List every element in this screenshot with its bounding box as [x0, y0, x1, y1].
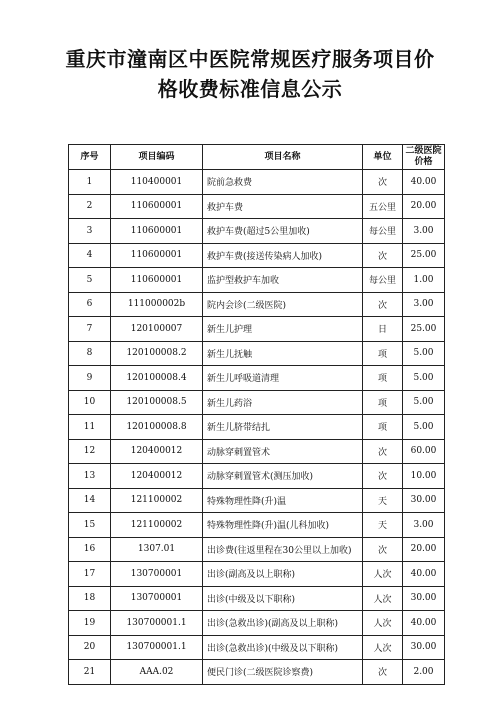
cell-code: 110600001	[111, 243, 203, 268]
cell-unit: 次	[363, 292, 403, 317]
cell-price: 30.00	[403, 635, 445, 660]
cell-name: 出诊(急救出诊)(副高及以上职称)	[203, 611, 363, 636]
cell-code: AAA.02	[111, 660, 203, 685]
cell-unit: 次	[363, 537, 403, 562]
cell-index: 16	[69, 537, 111, 562]
cell-name: 便民门诊(二级医院诊察费)	[203, 660, 363, 685]
cell-name: 出诊(副高及以上职称)	[203, 562, 363, 587]
cell-code: 110600001	[111, 268, 203, 293]
cell-unit: 次	[363, 170, 403, 195]
cell-unit: 次	[363, 464, 403, 489]
cell-price: 1.00	[403, 268, 445, 293]
cell-index: 14	[69, 488, 111, 513]
cell-price: 5.00	[403, 390, 445, 415]
cell-code: 110400001	[111, 170, 203, 195]
cell-unit: 次	[363, 439, 403, 464]
cell-price: 2.00	[403, 660, 445, 685]
cell-unit: 每公里	[363, 268, 403, 293]
cell-index: 18	[69, 586, 111, 611]
cell-price: 60.00	[403, 439, 445, 464]
cell-price: 20.00	[403, 537, 445, 562]
cell-code: 121100002	[111, 513, 203, 538]
cell-price: 30.00	[403, 586, 445, 611]
cell-index: 17	[69, 562, 111, 587]
cell-name: 救护车费(超过5公里加收)	[203, 219, 363, 244]
cell-index: 7	[69, 317, 111, 342]
cell-index: 1	[69, 170, 111, 195]
cell-price: 10.00	[403, 464, 445, 489]
header-price: 二级医院价格	[403, 145, 445, 170]
cell-index: 3	[69, 219, 111, 244]
table-row	[69, 292, 445, 317]
cell-price: 25.00	[403, 243, 445, 268]
cell-unit: 天	[363, 488, 403, 513]
cell-name: 动脉穿刺置管术(测压加收)	[203, 464, 363, 489]
table-row	[69, 366, 445, 391]
table-row	[69, 170, 445, 195]
cell-index: 4	[69, 243, 111, 268]
table-row	[69, 268, 445, 293]
header-name: 项目名称	[203, 145, 363, 170]
cell-code: 1307.01	[111, 537, 203, 562]
cell-code: 130700001	[111, 586, 203, 611]
table-row	[69, 660, 445, 685]
cell-code: 121100002	[111, 488, 203, 513]
cell-unit: 次	[363, 660, 403, 685]
cell-unit: 每公里	[363, 219, 403, 244]
cell-name: 动脉穿刺置管术	[203, 439, 363, 464]
cell-index: 9	[69, 366, 111, 391]
cell-index: 21	[69, 660, 111, 685]
table-row	[69, 562, 445, 587]
cell-name: 监护型救护车加收	[203, 268, 363, 293]
cell-unit: 人次	[363, 562, 403, 587]
cell-code: 120100008.2	[111, 341, 203, 366]
cell-unit: 项	[363, 415, 403, 440]
cell-price: 3.00	[403, 292, 445, 317]
cell-name: 新生儿药浴	[203, 390, 363, 415]
cell-price: 20.00	[403, 194, 445, 219]
cell-code: 120100008.5	[111, 390, 203, 415]
cell-name: 院内会诊(二级医院)	[203, 292, 363, 317]
cell-code: 120100008.4	[111, 366, 203, 391]
table-row	[69, 513, 445, 538]
table-row	[69, 415, 445, 440]
cell-index: 10	[69, 390, 111, 415]
cell-price: 25.00	[403, 317, 445, 342]
table-row	[69, 390, 445, 415]
cell-code: 120100007	[111, 317, 203, 342]
cell-price: 40.00	[403, 170, 445, 195]
cell-code: 120100008.8	[111, 415, 203, 440]
document-title	[0, 44, 500, 104]
cell-name: 院前急救费	[203, 170, 363, 195]
cell-unit: 人次	[363, 586, 403, 611]
cell-index: 2	[69, 194, 111, 219]
cell-unit: 五公里	[363, 194, 403, 219]
title-line-1: 重庆市潼南区中医院常规医疗服务项目价	[65, 47, 435, 71]
table-row	[69, 488, 445, 513]
header-unit: 单位	[363, 145, 403, 170]
cell-price: 3.00	[403, 219, 445, 244]
cell-index: 8	[69, 341, 111, 366]
cell-name: 新生儿护理	[203, 317, 363, 342]
cell-index: 15	[69, 513, 111, 538]
cell-name: 出诊(急救出诊)(中级及以下职称)	[203, 635, 363, 660]
cell-name: 新生儿呼吸道清理	[203, 366, 363, 391]
cell-code: 130700001.1	[111, 635, 203, 660]
cell-price: 40.00	[403, 611, 445, 636]
cell-index: 19	[69, 611, 111, 636]
price-table	[68, 144, 445, 685]
cell-name: 特殊物理性降(升)温(儿科加收)	[203, 513, 363, 538]
cell-unit: 项	[363, 390, 403, 415]
cell-index: 12	[69, 439, 111, 464]
table-row	[69, 537, 445, 562]
cell-price: 40.00	[403, 562, 445, 587]
cell-name: 救护车费(接送传染病人加收)	[203, 243, 363, 268]
header-code: 项目编码	[111, 145, 203, 170]
cell-unit: 日	[363, 317, 403, 342]
cell-code: 120400012	[111, 439, 203, 464]
cell-code: 110600001	[111, 194, 203, 219]
table-row	[69, 243, 445, 268]
table-row	[69, 586, 445, 611]
title-line-2: 格收费标准信息公示	[157, 77, 343, 101]
cell-name: 特殊物理性降(升)温	[203, 488, 363, 513]
cell-index: 20	[69, 635, 111, 660]
cell-code: 130700001	[111, 562, 203, 587]
cell-price: 3.00	[403, 513, 445, 538]
cell-price: 5.00	[403, 366, 445, 391]
cell-name: 新生儿抚触	[203, 341, 363, 366]
table-row	[69, 219, 445, 244]
cell-name: 新生儿脐带结扎	[203, 415, 363, 440]
table-row	[69, 439, 445, 464]
cell-unit: 人次	[363, 635, 403, 660]
cell-code: 130700001.1	[111, 611, 203, 636]
table-row	[69, 611, 445, 636]
table-row	[69, 635, 445, 660]
cell-code: 110600001	[111, 219, 203, 244]
cell-unit: 次	[363, 243, 403, 268]
cell-index: 5	[69, 268, 111, 293]
cell-price: 5.00	[403, 415, 445, 440]
cell-index: 11	[69, 415, 111, 440]
cell-name: 出诊费(往返里程在30公里以上加收)	[203, 537, 363, 562]
cell-unit: 人次	[363, 611, 403, 636]
cell-code: 111000002b	[111, 292, 203, 317]
cell-unit: 项	[363, 341, 403, 366]
cell-price: 5.00	[403, 341, 445, 366]
cell-unit: 天	[363, 513, 403, 538]
cell-code: 120400012	[111, 464, 203, 489]
table-header-row	[69, 145, 445, 170]
header-index: 序号	[69, 145, 111, 170]
cell-index: 6	[69, 292, 111, 317]
table-row	[69, 317, 445, 342]
table-row	[69, 194, 445, 219]
table-row	[69, 341, 445, 366]
cell-name: 救护车费	[203, 194, 363, 219]
table-body	[69, 170, 445, 685]
cell-index: 13	[69, 464, 111, 489]
cell-price: 30.00	[403, 488, 445, 513]
cell-unit: 项	[363, 366, 403, 391]
table-row	[69, 464, 445, 489]
cell-name: 出诊(中级及以下职称)	[203, 586, 363, 611]
